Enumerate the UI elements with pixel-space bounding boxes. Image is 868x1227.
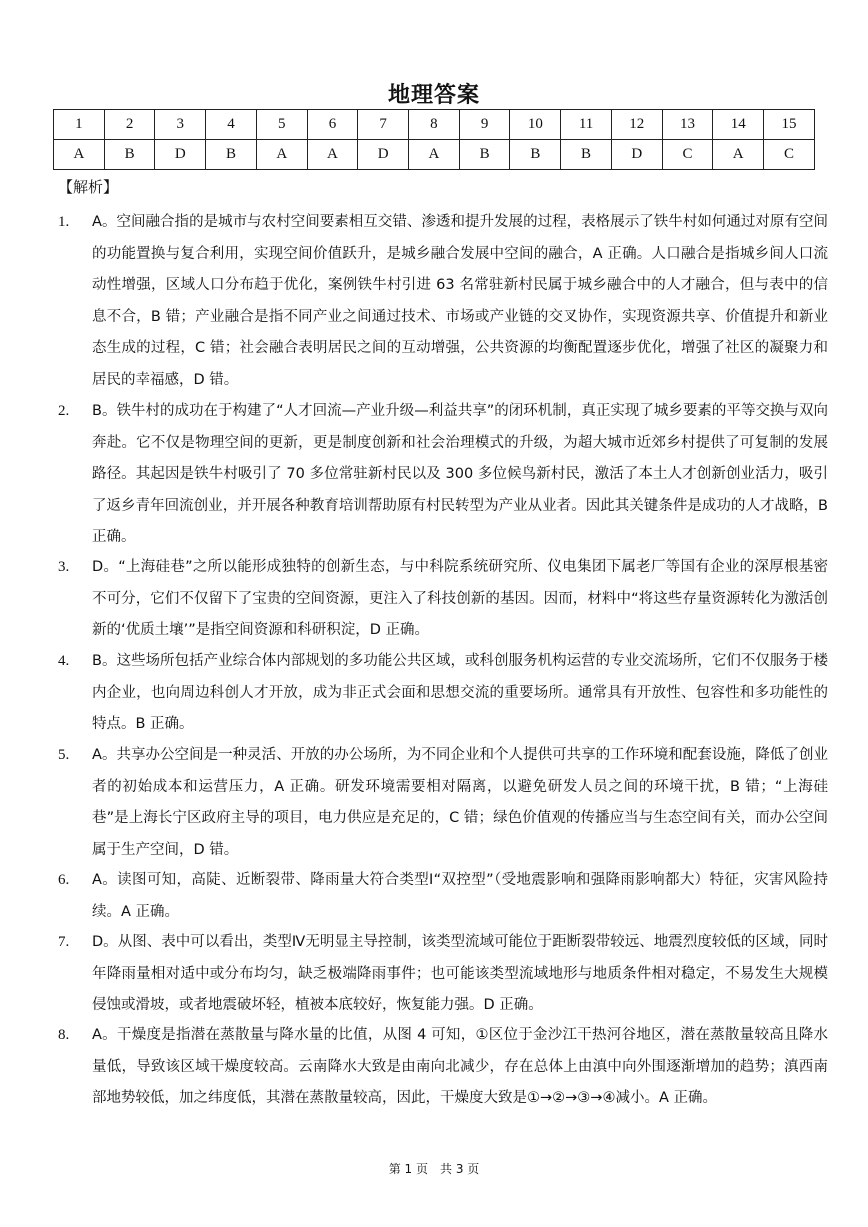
item-text: A。读图可知，高陡、近断裂带、降雨量大符合类型Ⅰ“双控型”（受地震影响和强降雨影响都大）特征，灾害风险持续。A 正确。 — [92, 872, 828, 920]
item-text: A。共享办公空间是一种灵活、开放的办公场所，为不同企业和个人提供可共享的工作环境和配套设施，降低了创业者的初始成本和运营压力，A 正确。研发环境需要相对隔离，以避免研发人员之间的环境干扰，B 错；“上海硅巷”是上海长宁区政府主导的项目，电力供应是充足的，C 错；绿色价值观的传播应当与生态空间有关，而办公空间属于生产空间，D 错。 — [92, 747, 828, 858]
question-number-cell: 10 — [510, 110, 561, 140]
analysis-item — [58, 646, 828, 741]
analysis-heading: 【解析】 — [58, 178, 119, 196]
page-title: 地理答案 — [387, 83, 480, 108]
item-number: 7. — [58, 934, 70, 950]
analysis-item — [58, 927, 828, 1022]
question-number-cell: 6 — [307, 110, 358, 140]
question-number-cell: 8 — [409, 110, 460, 140]
analysis-item — [58, 865, 828, 928]
question-number-cell: 7 — [358, 110, 409, 140]
question-number-cell: 15 — [764, 110, 815, 140]
answer-cell: B — [459, 140, 510, 170]
analysis-item — [58, 396, 828, 554]
answer-table — [53, 109, 815, 170]
answer-cell: B — [561, 140, 612, 170]
question-number-cell: 2 — [104, 110, 155, 140]
answer-cell: B — [206, 140, 257, 170]
item-text: D。“上海硅巷”之所以能形成独特的创新生态，与中科院系统研究所、仪电集团下属老厂等国有企业的深厚根基密不可分，它们不仅留下了宝贵的空间资源，更注入了科技创新的基因。因而，材料中“将这些存量资源转化为激活创新的‘优质土壤’”是指空间资源和科研积淀，D 正确。 — [92, 559, 828, 638]
analysis-item — [58, 207, 828, 396]
answer-cell: A — [713, 140, 764, 170]
item-text: A。空间融合指的是城市与农村空间要素相互交错、渗透和提升发展的过程，表格展示了铁牛村如何通过对原有空间的功能置换与复合利用，实现空间价值跃升，是城乡融合发展中空间的融合，A 正确。人口融合是指城乡间人口流动性增强，区域人口分布趋于优化，案例铁牛村引进 63 名常驻新村民属于城乡融合中的人才融合，但与表中的信息不合，B 错；产业融合是指不同产业之间通过技术、市场或产业链的交叉协作，实现资源共享、价值提升和新业态生成的过程，C 错；社会融合表明居民之间的互动增强，公共资源的均衡配置逐步优化，增强了社区的凝聚力和居民的幸福感，D 错。 — [92, 214, 828, 388]
item-number: 4. — [58, 653, 70, 669]
item-number: 5. — [58, 747, 70, 763]
item-text: B。铁牛村的成功在于构建了“人才回流—产业升级—利益共享”的闭环机制，真正实现了城乡要素的平等交换与双向奔赴。它不仅是物理空间的更新，更是制度创新和社会治理模式的升级，为超大城市近郊乡村提供了可复制的发展路径。其起因是铁牛村吸引了 70 多位常驻新村民以及 300 多位候鸟新村民，激活了本土人才创新创业活力，吸引了返乡青年回流创业，并开展各种教育培训帮助原有村民转型为产业从业者。因此其关键条件是成功的人才战略，B 正确。 — [92, 403, 828, 545]
question-number-cell: 9 — [459, 110, 510, 140]
answer-cell: A — [307, 140, 358, 170]
answer-cell: B — [510, 140, 561, 170]
item-number: 1. — [58, 214, 70, 230]
item-number: 3. — [58, 559, 70, 575]
question-number-row — [54, 110, 815, 140]
question-number-cell: 5 — [256, 110, 307, 140]
item-number: 2. — [58, 403, 70, 419]
answer-cell: B — [104, 140, 155, 170]
answer-cell: A — [256, 140, 307, 170]
answer-cell: C — [764, 140, 815, 170]
answer-cell: A — [409, 140, 460, 170]
item-text: B。这些场所包括产业综合体内部规划的多功能公共区域，或科创服务机构运营的专业交流场所，它们不仅服务于楼内企业，也向周边科创人才开放，成为非正式会面和思想交流的重要场所。通常具有开放性、包容性和多功能性的特点。B 正确。 — [92, 653, 828, 732]
item-text: D。从图、表中可以看出，类型Ⅳ无明显主导控制，该类型流域可能位于距断裂带较远、地震烈度较低的区域，同时年降雨量相对适中或分布均匀，缺乏极端降雨事件；也可能该类型流域地形与地质条件相对稳定，不易发生大规模侵蚀或滑坡，或者地震破坏轻，植被本底较好，恢复能力强。D 正确。 — [92, 934, 828, 1013]
question-number-cell: 3 — [155, 110, 206, 140]
analysis-item — [58, 552, 828, 647]
item-number: 6. — [58, 872, 70, 888]
answer-cell: C — [662, 140, 713, 170]
question-number-cell: 1 — [54, 110, 105, 140]
page-footer: 第 1 页 共 3 页 — [388, 1162, 480, 1176]
answer-cell: D — [155, 140, 206, 170]
answer-cell: D — [358, 140, 409, 170]
question-number-cell: 12 — [611, 110, 662, 140]
analysis-item — [58, 1020, 828, 1115]
answer-row — [54, 140, 815, 170]
answer-cell: A — [54, 140, 105, 170]
question-number-cell: 11 — [561, 110, 612, 140]
item-number: 8. — [58, 1027, 70, 1043]
question-number-cell: 14 — [713, 110, 764, 140]
analysis-item — [58, 740, 828, 866]
question-number-cell: 13 — [662, 110, 713, 140]
item-text: A。干燥度是指潜在蒸散量与降水量的比值，从图 4 可知，①区位于金沙江干热河谷地区，潜在蒸散量较高且降水量低，导致该区域干燥度较高。云南降水大致是由南向北减少，存在总体上由滇中向外围逐渐增加的趋势；滇西南部地势较低，加之纬度低，其潜在蒸散量较高，因此，干燥度大致是①→②→③→④减小。A 正确。 — [92, 1027, 828, 1106]
answer-cell: D — [611, 140, 662, 170]
question-number-cell: 4 — [206, 110, 257, 140]
